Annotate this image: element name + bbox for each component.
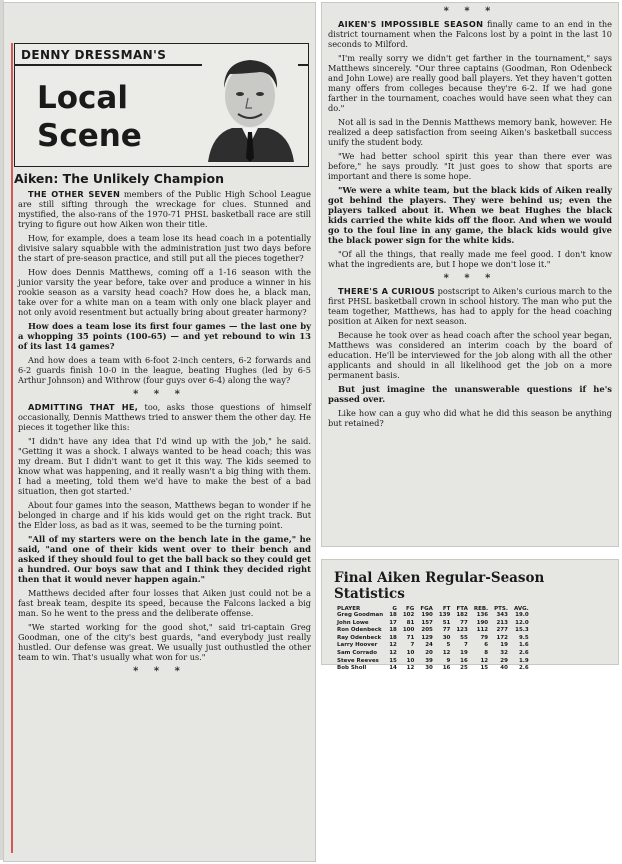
right-clipping	[322, 3, 618, 546]
stats-title: Final Aiken Regular-Season Statistics	[334, 570, 545, 602]
stat-value: 8	[484, 649, 489, 656]
stats-column-header: AVG.	[513, 606, 529, 612]
stat-value: 24	[425, 642, 433, 649]
paragraph-text: Matthews decided after four losses that Aiken just could not be a fast break team, despite its speed, because the Falcons lacked a big man. So he went to the press and the deliberate offense.	[18, 588, 311, 618]
paragraph-text: "We started working for the good shot," said tri-captain Greg Goodman, one of the city's best guards, "and everybody just really hustled. Our defense was great. We usually just outhustled the other team to win. That's usually what won for us."	[18, 622, 311, 662]
stat-value: 7	[464, 642, 468, 649]
stats-row	[334, 627, 532, 635]
player-name: Greg Goodman	[337, 612, 384, 618]
article-paragraph	[328, 249, 612, 269]
stat-value: 6	[484, 642, 489, 649]
red-margin-line	[11, 43, 13, 853]
stats-row	[334, 642, 532, 650]
stat-value: 157	[421, 619, 433, 626]
stat-value: 79	[480, 634, 489, 641]
stat-value: 10	[406, 657, 415, 664]
paragraph-text: finally came to an end in the district tournament when the Falcons lost by a point in the last 10 seconds to Milford.	[328, 19, 612, 49]
paragraph-text: How does a team lose its first four games — the last one by a whopping 35 points (100-65) — and yet rebound to win 13 of its last 14 games?	[18, 321, 311, 351]
stat-value: 205	[421, 627, 433, 634]
article-paragraph	[18, 355, 311, 385]
stat-value: 77	[460, 619, 468, 626]
stat-value: 102	[402, 612, 415, 618]
stat-value: 12	[480, 657, 489, 664]
stat-value: 9	[446, 657, 451, 664]
stat-value: 12	[442, 649, 451, 656]
paragraph-lead-in: ADMITTING THAT HE,	[28, 402, 139, 412]
paragraph-text: But just imagine the unanswerable questions if he's passed over.	[328, 384, 612, 404]
stat-value: 12	[406, 665, 415, 672]
stat-value: 32	[500, 649, 508, 656]
paragraph-text: Like how can a guy who did what he did this season be anything but retained?	[328, 408, 612, 428]
stat-value: 18	[389, 612, 397, 618]
left-clipping	[4, 3, 315, 861]
article-paragraph	[328, 330, 612, 380]
paragraph-text: How does Dennis Matthews, coming off a 1-16 season with the junior varsity the year before, take over and produce a winner in his rookie season as a varsity head coach? How does he, a black man, take over for a white man on a team with only one black player and not only avoid resentment but actually bring about greater harmony?	[18, 267, 311, 317]
stat-value: 55	[460, 634, 468, 641]
article-paragraph	[328, 19, 612, 49]
stats-column-header: PLAYER	[337, 606, 361, 612]
stat-value: 15.3	[515, 627, 529, 634]
stats-row	[334, 658, 532, 666]
paragraph-text: members of the Public High School League are still sifting through the wreckage for clues. Stunned and mystified, the also-rans of the 1970-71 PHSL basketball race are still trying to figure out how Aiken won their title.	[18, 189, 311, 229]
paragraph-text: "We were a white team, but the black kids of Aiken really got behind the players. They were behind us; even the players talked about it. When we beat Hughes the black kids carried the white kids off the floor. And when we would go to the foul line in any game, the black kids would give the black power sign for the white kids.	[328, 185, 612, 245]
stat-value: 136	[476, 612, 489, 618]
stat-value: 12.0	[515, 619, 529, 626]
stats-table	[334, 606, 532, 673]
stat-value: 190	[421, 612, 433, 618]
stat-value: 139	[438, 612, 451, 618]
player-name: Ron Odenbeck	[337, 627, 382, 634]
paragraph-text: "We had better school spirit this year than there ever was before," he says proudly. "It just goes to show that sports are important and there is some hope.	[328, 151, 612, 181]
paragraph-text: Not all is sad in the Dennis Matthews memory bank, however. He realized a deep satisfaction from seeing Aiken's basketball success unify the student body.	[328, 117, 612, 147]
player-name: Steve Reeves	[337, 657, 379, 664]
stat-value: 30	[425, 665, 433, 672]
stat-value: 213	[496, 619, 508, 626]
stat-value: 17	[389, 619, 397, 626]
article-paragraph	[18, 189, 311, 229]
paragraph-text: too, asks those questions of himself occasionally, Dennis Matthews tried to answer them the other day. He pieces it together like this:	[18, 402, 312, 432]
stat-value: 7	[410, 642, 415, 649]
stat-value: 343	[496, 612, 508, 618]
stat-value: 5	[446, 642, 451, 649]
paragraph-text: "Of all the things, that really made me feel good. I don't know what the ingredients are, but I hope we don't lose it."	[328, 249, 612, 269]
stat-value: 10	[406, 649, 415, 656]
stats-row	[334, 635, 532, 643]
article-paragraph	[328, 286, 612, 326]
player-name: Bob Sholl	[337, 665, 367, 672]
stat-value: 19.0	[515, 612, 529, 618]
stat-value: 123	[456, 627, 468, 634]
right-body-part2	[322, 286, 618, 428]
stat-value: 112	[476, 627, 489, 634]
stat-value: 18	[389, 634, 397, 641]
paragraph-text: Because he took over as head coach after the school year began, Matthews was considered an interim coach by the board of education. He'll be interviewed for the job along with all the other applicants and should in all likelihood get the job on a more permanent basis.	[328, 330, 612, 380]
player-name: Larry Hoover	[337, 642, 378, 649]
stat-value: 2.6	[518, 665, 529, 672]
stat-value: 190	[476, 619, 489, 626]
stat-value: 51	[442, 619, 451, 626]
stats-column-header: G	[392, 606, 397, 612]
article-paragraph	[18, 321, 311, 351]
paragraph-lead-in: AIKEN'S IMPOSSIBLE SEASON	[338, 19, 484, 29]
player-name: John Lowe	[337, 619, 369, 626]
stat-value: 172	[496, 634, 508, 641]
player-name: Ray Odenbeck	[337, 634, 382, 641]
stat-value: 30	[442, 634, 451, 641]
stat-value: 40	[500, 665, 508, 672]
column-byline: DENNY DRESSMAN'S	[21, 48, 167, 62]
columnist-photo	[202, 48, 298, 162]
section-divider-stars: * * *	[133, 389, 186, 400]
stat-value: 25	[460, 665, 468, 672]
stat-value: 9.5	[518, 634, 529, 641]
article-paragraph	[18, 534, 311, 584]
stats-column-header: FGA	[420, 606, 433, 612]
stat-value: 129	[421, 634, 433, 641]
stat-value: 29	[500, 657, 508, 664]
stat-value: 20	[425, 649, 433, 656]
article-paragraph	[18, 436, 311, 496]
stat-value: 182	[456, 612, 468, 618]
stat-value: 77	[442, 627, 451, 634]
column-title-line1: Local	[37, 80, 128, 116]
article-paragraph	[328, 151, 612, 181]
paragraph-text: postscript to Aiken's curious march to the first PHSL basketball crown in school history. The man who put the team together, Matthews, has had to apply for the head coaching position at Aiken for next season.	[328, 286, 613, 326]
stat-value: 16	[460, 657, 468, 664]
article-paragraph	[18, 588, 311, 618]
right-body-part1	[322, 19, 618, 269]
column-title-line2: Scene	[37, 118, 142, 154]
article-paragraph	[328, 185, 612, 245]
stats-column-header: FTA	[456, 606, 468, 612]
paragraph-text: "I didn't have any idea that I'd wind up with the job," he said. "Getting it was a shock. I always wanted to be head coach; this was my dream. But I didn't want to get it this way. The kids seemed to know what was happening, and it really wasn't a big thing with them. I had a meeting, told them we'd have to make the best of a bad situation, then got started.'	[18, 436, 311, 496]
stats-column-header: REB.	[473, 606, 489, 612]
stat-value: 277	[496, 627, 508, 634]
section-divider-stars: * * *	[443, 273, 497, 284]
article-paragraph	[18, 233, 311, 263]
stats-clipping	[322, 560, 618, 672]
article-paragraph	[18, 622, 311, 662]
stats-row	[334, 650, 532, 658]
article-paragraph	[18, 402, 311, 432]
stat-value: 1.9	[518, 657, 529, 664]
stats-row	[334, 620, 532, 628]
player-name: Sam Corrado	[337, 649, 377, 656]
stats-body	[334, 612, 532, 673]
paragraph-text: About four games into the season, Matthews began to wonder if he belonged in charge and if his kids would get on the right track. But the Elder loss, as bad as it was, seemed to be the turning point.	[18, 500, 311, 530]
article-paragraph	[18, 500, 311, 530]
stats-row	[334, 612, 532, 620]
stat-value: 15	[480, 665, 489, 672]
stat-value: 100	[402, 627, 415, 634]
article-paragraph	[18, 267, 311, 317]
stat-value: 81	[406, 619, 415, 626]
stat-value: 16	[442, 665, 451, 672]
paragraph-lead-in: THE OTHER SEVEN	[28, 189, 121, 199]
column-header	[14, 43, 309, 167]
stat-value: 19	[460, 649, 468, 656]
paragraph-text: How, for example, does a team lose its head coach in a potentially divisive salary squabble with the administration just two days before the start of pre-season practice, and still put all the pieces together?	[18, 233, 311, 263]
stat-value: 14	[389, 665, 397, 672]
article-paragraph	[328, 117, 612, 147]
left-body-part2	[4, 402, 315, 662]
section-divider-stars: * * *	[133, 666, 186, 677]
stat-value: 15	[389, 657, 397, 664]
article-paragraph	[328, 384, 612, 404]
stat-value: 39	[425, 657, 433, 664]
stat-value: 19	[500, 642, 508, 649]
stat-value: 1.6	[518, 642, 529, 649]
paragraph-lead-in: THERE'S A CURIOUS	[338, 286, 436, 296]
paragraph-text: "I'm really sorry we didn't get farther in the tournament," says Matthews sincerely. "Our three captains (Goodman, Ron Odenbeck and John Lowe) are really good ball players. Yet they haven't gotten many offers from colleges because they're 6-2. If we had gone farther in the tournament, coaches would have seen what they can do."	[328, 53, 612, 113]
stats-column-header: FG	[406, 606, 415, 612]
left-body-part1	[4, 189, 315, 385]
stat-value: 12	[389, 649, 397, 656]
article-paragraph	[328, 408, 612, 428]
stats-column-header: PTS.	[494, 606, 508, 612]
section-divider-stars: * * *	[443, 6, 497, 17]
stats-column-header: FT	[442, 606, 451, 612]
article-paragraph	[328, 53, 612, 113]
stats-row	[334, 665, 532, 673]
paragraph-text: And how does a team with 6-foot 2-inch centers, 6-2 forwards and 6-2 guards finish 10-0 in the league, beating Hughes (led by 6-5 Arthur Johnson) and Withrow (four guys over 6-4) along the way?	[18, 355, 311, 385]
stat-value: 18	[389, 627, 397, 634]
stat-value: 2.6	[518, 649, 529, 656]
stat-value: 12	[389, 642, 397, 649]
paragraph-text: "All of my starters were on the bench late in the game," he said, "and one of their kids went over to their bench and asked if they should foul to get the ball back so they could get a hundred. Our boys saw that and I think they decided right then that it would never happen again."	[18, 534, 311, 584]
stat-value: 71	[406, 634, 415, 641]
article-headline: Aiken: The Unlikely Champion	[14, 171, 225, 186]
